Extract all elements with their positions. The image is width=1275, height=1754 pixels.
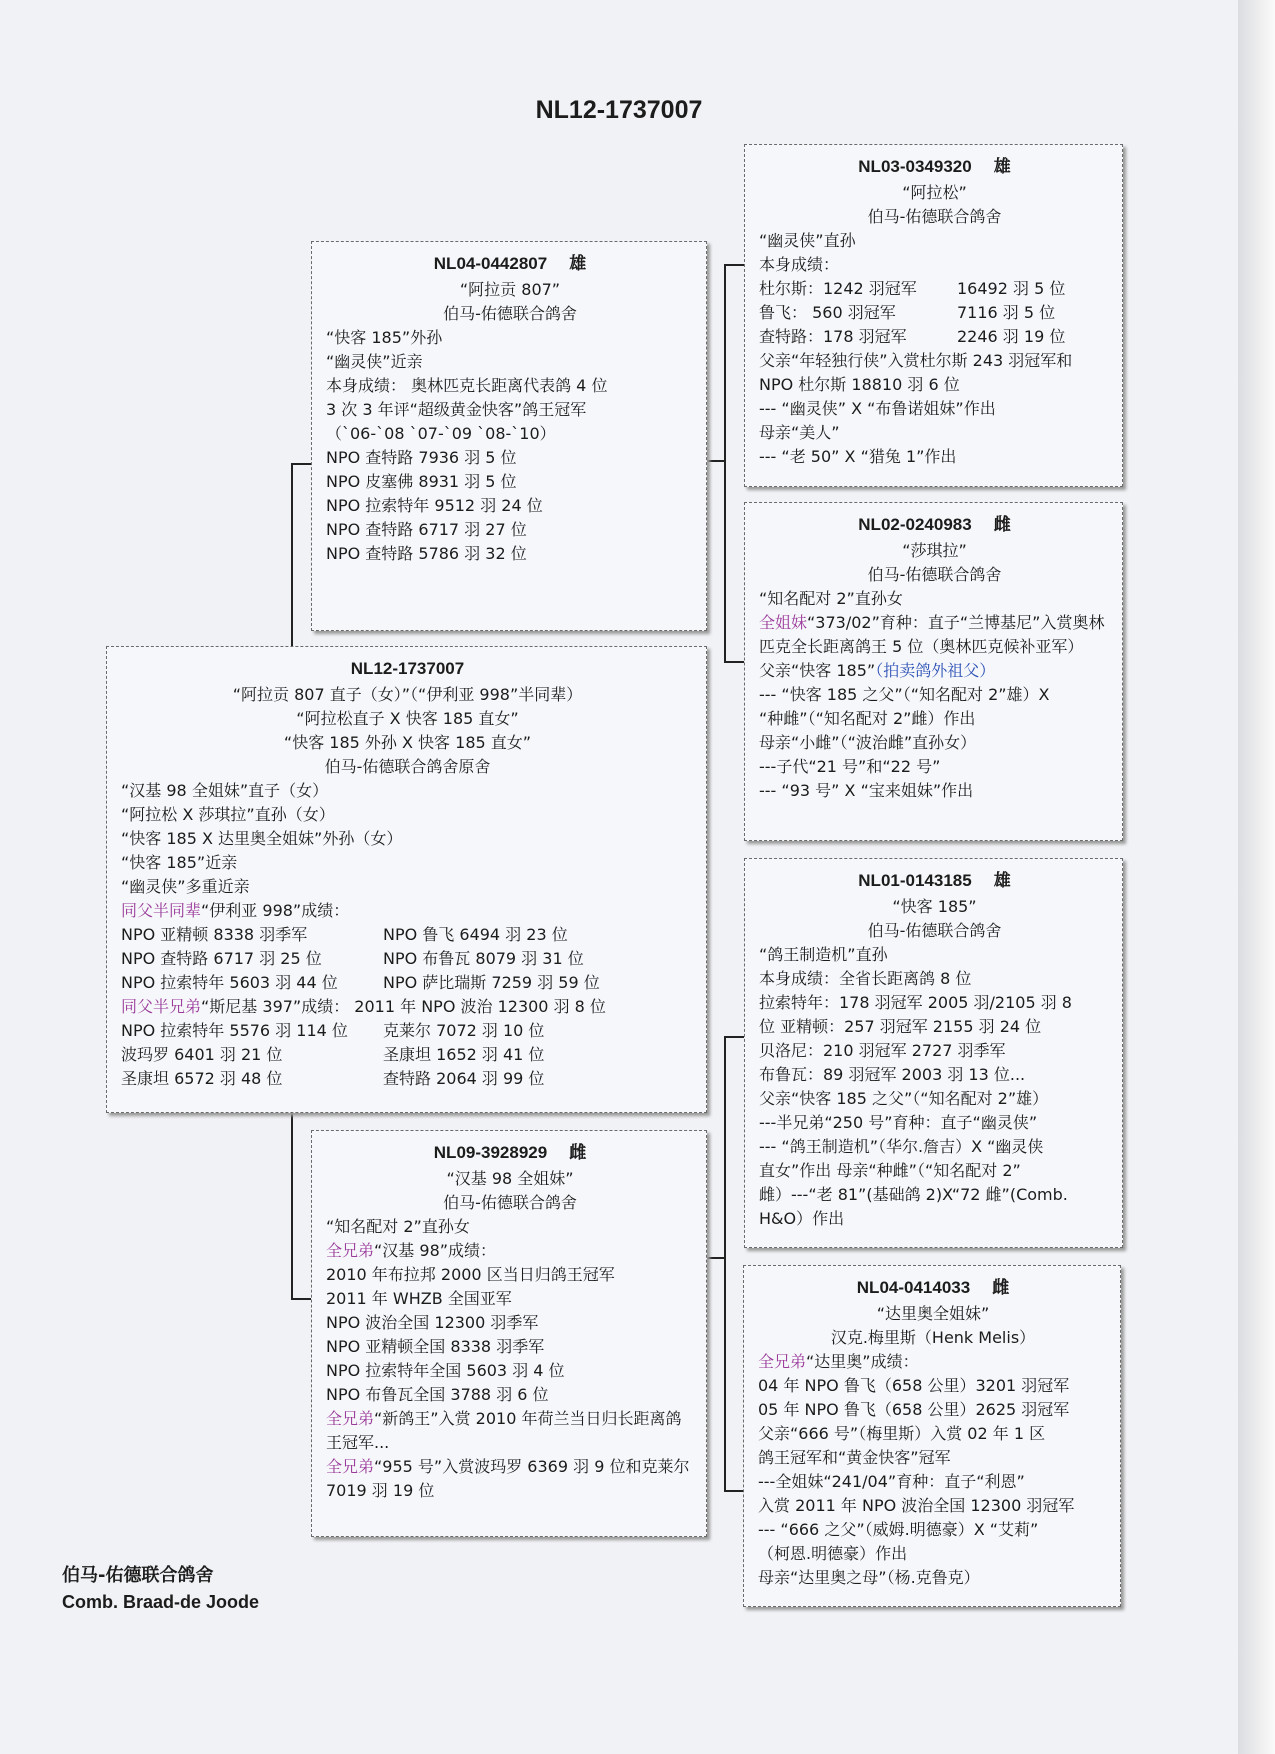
ss-line: “幽灵侠”直孙 bbox=[759, 231, 856, 250]
subject-pedigree-line: “阿拉松 X 莎琪拉”直孙（女） bbox=[121, 805, 335, 824]
result-cell: 克莱尔 7072 羽 10 位 bbox=[383, 1021, 545, 1040]
result-cell: NPO 鲁飞 6494 羽 23 位 bbox=[383, 925, 568, 944]
sire-line: 本身成绩： 奥林匹克长距离代表鸽 4 位 bbox=[326, 376, 608, 395]
ss-father-line: 父亲“年轻独行侠”入赏杜尔斯 243 羽冠军和 NPO 杜尔斯 18810 羽 6 位 bbox=[759, 351, 1073, 394]
connector-ss-tick bbox=[724, 264, 744, 266]
dd-line: （柯恩.明德豪）作出 bbox=[758, 1544, 908, 1563]
sire-dam-card bbox=[744, 502, 1123, 841]
connector-ds-tick bbox=[724, 1036, 744, 1038]
result-cell: 圣康坦 6572 羽 48 位 bbox=[121, 1069, 283, 1088]
sire-id: NL04-0442807 雄 bbox=[433, 254, 587, 273]
subject-id: NL12-1737007 bbox=[350, 659, 465, 678]
subject-pedigree-line: “快客 185”近亲 bbox=[121, 853, 238, 872]
sd-loft: 伯马-佑德联合鸽舍 bbox=[867, 565, 1002, 584]
half-sib-2-text: “斯尼基 397”成绩： 2011 年 NPO 波治 12300 羽 8 位 bbox=[201, 997, 606, 1016]
dd-line: --- “666 之父”（威姆.明德豪）X “艾莉” bbox=[758, 1520, 1039, 1539]
sd-line: --- “93 号” X “宝来姐妹”作出 bbox=[759, 781, 974, 800]
result-cell: 波玛罗 6401 羽 21 位 bbox=[121, 1045, 283, 1064]
sire-line: “幽灵侠”近亲 bbox=[326, 352, 423, 371]
result-cell: 查特路 2064 羽 99 位 bbox=[383, 1069, 545, 1088]
connector-dam-vertical bbox=[724, 1036, 726, 1492]
full-brother-label: 全兄弟 bbox=[758, 1352, 807, 1371]
subject-pedigree-line: “快客 185 X 达里奥全姐妹”外孙（女） bbox=[121, 829, 403, 848]
dam-loft: 伯马-佑德联合鸽舍 bbox=[443, 1193, 577, 1212]
dd-line: 母亲“达里奥之母”（杨.克鲁克） bbox=[758, 1568, 980, 1587]
ds-line: 直女”作出 母亲“种雌”（“知名配对 2” bbox=[759, 1161, 1021, 1180]
half-sib-1-label: 同父半同辈 bbox=[121, 901, 202, 920]
result-cell: NPO 萨比瑞斯 7259 羽 59 位 bbox=[383, 973, 600, 992]
dam-sib2: 全兄弟“新鸽王”入赏 2010 年荷兰当日归长距离鸽王冠军... bbox=[326, 1409, 682, 1452]
dam-line: NPO 亚精顿全国 8338 羽季军 bbox=[326, 1337, 545, 1356]
dam-sire-card bbox=[744, 858, 1123, 1248]
full-brother-label: 全兄弟 bbox=[326, 1409, 375, 1428]
ds-line: 布鲁瓦：89 羽冠军 2003 羽 13 位... bbox=[759, 1065, 1026, 1084]
ds-id: NL01-0143185 雄 bbox=[858, 871, 1011, 890]
dam-id: NL09-3928929 雌 bbox=[433, 1143, 587, 1162]
subject-line: “阿拉贡 807 直子（女）”（“伊利亚 998”半同辈） bbox=[232, 685, 583, 704]
scan-edge-shadow bbox=[1238, 0, 1275, 1754]
subject-line: “阿拉松直子 X 快客 185 直女” bbox=[296, 709, 519, 728]
dam-line: NPO 拉索特年全国 5603 羽 4 位 bbox=[326, 1361, 565, 1380]
subject-line: 伯马-佑德联合鸽舍原舍 bbox=[324, 757, 491, 776]
sire-card bbox=[311, 241, 707, 631]
half-sib-2-label: 同父半兄弟 bbox=[121, 997, 202, 1016]
half-sib-1-heading bbox=[121, 899, 694, 923]
dd-line: 鸽王冠军和“黄金快客”冠军 bbox=[758, 1448, 951, 1467]
sire-sire-card bbox=[744, 144, 1123, 487]
result-cell: 查特路：178 羽冠军 bbox=[759, 327, 907, 346]
footer-loft-name-cn: 伯马-佑德联合鸽舍 bbox=[62, 1565, 214, 1586]
dam-line: “知名配对 2”直孙女 bbox=[326, 1217, 470, 1236]
ds-line: --- “鸽王制造机”（华尔.詹吉）X “幽灵侠 bbox=[759, 1137, 1044, 1156]
ss-id: NL03-0349320 雄 bbox=[858, 157, 1011, 176]
dd-id: NL04-0414033 雌 bbox=[856, 1278, 1010, 1297]
ds-loft: 伯马-佑德联合鸽舍 bbox=[867, 921, 1002, 940]
dd-loft: 汉克.梅里斯（Henk Melis） bbox=[830, 1328, 1036, 1347]
ss-line: 本身成绩： bbox=[759, 255, 840, 274]
sire-line: 3 次 3 年评“超级黄金快客”鸽王冠军 bbox=[326, 400, 587, 419]
ds-line: 父亲“快客 185 之父”（“知名配对 2”雄） bbox=[759, 1089, 1049, 1108]
sd-name: “莎琪拉” bbox=[902, 541, 967, 560]
connector-sire-vertical bbox=[724, 264, 726, 663]
ds-line: 本身成绩：全省长距离鸽 8 位 bbox=[759, 969, 972, 988]
full-brother-label: 全兄弟 bbox=[326, 1457, 375, 1476]
connector-sire-out bbox=[706, 460, 726, 462]
sd-sib: 全姐妹“373/02”育种：直子“兰博基尼”入赏奥林匹克全长距离鸽王 5 位（奥林匹克候补亚军） bbox=[759, 613, 1105, 656]
ss-loft: 伯马-佑德联合鸽舍 bbox=[867, 207, 1002, 226]
sd-father: 父亲“快客 185”（拍卖鸽外祖父） bbox=[759, 661, 996, 680]
dam-name: “汉基 98 全姐妹” bbox=[446, 1169, 574, 1188]
full-sister-label: 全姐妹 bbox=[759, 613, 808, 632]
ds-line: H&O）作出 bbox=[759, 1209, 845, 1228]
ds-line: 贝洛尼：210 羽冠军 2727 羽季军 bbox=[759, 1041, 1006, 1060]
sire-line: NPO 查特路 7936 羽 5 位 bbox=[326, 448, 517, 467]
ds-line: ---半兄弟“250 号”育种：直子“幽灵侠” bbox=[759, 1113, 1038, 1132]
sire-loft: 伯马-佑德联合鸽舍 bbox=[443, 304, 577, 323]
ds-line: 位 亚精顿：257 羽冠军 2155 羽 24 位 bbox=[759, 1017, 1042, 1036]
sire-line: NPO 拉索特年 9512 羽 24 位 bbox=[326, 496, 543, 515]
sd-line: --- “快客 185 之父”（“知名配对 2”雄）X bbox=[759, 685, 1050, 704]
sd-id: NL02-0240983 雌 bbox=[858, 515, 1011, 534]
dd-line: 父亲“666 号”（梅里斯）入赏 02 年 1 区 bbox=[758, 1424, 1046, 1443]
ss-line: --- “老 50” X “猎兔 1”作出 bbox=[759, 447, 957, 466]
result-cell: 圣康坦 1652 羽 41 位 bbox=[383, 1045, 545, 1064]
connector-dam-out bbox=[706, 1257, 726, 1259]
ds-line: 拉索特年：178 羽冠军 2005 羽/2105 羽 8 bbox=[759, 993, 1072, 1012]
result-cell: NPO 拉索特年 5576 羽 114 位 bbox=[121, 1021, 348, 1040]
dam-sib3: 全兄弟“955 号”入赏波玛罗 6369 羽 9 位和克莱尔 7019 羽 19 位 bbox=[326, 1457, 690, 1500]
result-cell: NPO 查特路 6717 羽 25 位 bbox=[121, 949, 322, 968]
subject-pedigree-line: “幽灵侠”多重近亲 bbox=[121, 877, 250, 896]
half-sib-1-results bbox=[121, 923, 694, 995]
result-cell: NPO 布鲁瓦 8079 羽 31 位 bbox=[383, 949, 584, 968]
connector-dd-tick bbox=[724, 1490, 744, 1492]
result-cell: 2246 羽 19 位 bbox=[957, 327, 1066, 346]
dd-sib: 全兄弟“达里奥”成绩： bbox=[758, 1352, 919, 1371]
dam-line: NPO 布鲁瓦全国 3788 羽 6 位 bbox=[326, 1385, 549, 1404]
sire-line: （`06-`08 `07-`09 `08-`10） bbox=[326, 424, 556, 443]
half-sib-1-text: “伊利亚 998”成绩： bbox=[201, 901, 350, 920]
half-sib-2-results bbox=[121, 1019, 694, 1091]
sire-line: NPO 查特路 5786 羽 32 位 bbox=[326, 544, 527, 563]
ds-name: “快客 185” bbox=[892, 897, 977, 916]
half-sib-2-heading bbox=[121, 995, 694, 1019]
dd-line: 04 年 NPO 鲁飞（658 公里）3201 羽冠军 bbox=[758, 1376, 1070, 1395]
connector-sd-tick bbox=[724, 661, 744, 663]
result-cell: 杜尔斯：1242 羽冠军 bbox=[759, 279, 917, 298]
sd-line: ---子代“21 号”和“22 号” bbox=[759, 757, 941, 776]
result-cell: 7116 羽 5 位 bbox=[957, 303, 1056, 322]
ss-line: 母亲“美人” bbox=[759, 423, 840, 442]
sd-line: 母亲“小雌”（“波治雌”直孙女） bbox=[759, 733, 977, 752]
page-title: NL12-1737007 bbox=[535, 96, 703, 124]
ss-line: --- “幽灵侠” X “布鲁诺姐妹”作出 bbox=[759, 399, 996, 418]
connector-dam-tick bbox=[291, 1298, 311, 1300]
result-cell: 鲁飞： 560 羽冠军 bbox=[759, 303, 896, 322]
full-brother-label: 全兄弟 bbox=[326, 1241, 375, 1260]
dam-line: NPO 波治全国 12300 羽季军 bbox=[326, 1313, 539, 1332]
sire-line: NPO 皮塞佛 8931 羽 5 位 bbox=[326, 472, 517, 491]
subject-pedigree-line: “汉基 98 全姐妹”直子（女） bbox=[121, 781, 329, 800]
dd-line: 入赏 2011 年 NPO 波治全国 12300 羽冠军 bbox=[758, 1496, 1075, 1515]
dd-line: 05 年 NPO 鲁飞（658 公里）2625 羽冠军 bbox=[758, 1400, 1070, 1419]
subject-card bbox=[106, 646, 707, 1113]
sire-line: “快客 185”外孙 bbox=[326, 328, 443, 347]
sire-line: NPO 查特路 6717 羽 27 位 bbox=[326, 520, 527, 539]
ds-line: “鸽王制造机”直孙 bbox=[759, 945, 888, 964]
sire-name: “阿拉贡 807” bbox=[459, 280, 561, 299]
dam-line: 2010 年布拉邦 2000 区当日归鸽王冠军 bbox=[326, 1265, 615, 1284]
connector-sire-tick bbox=[291, 463, 311, 465]
sd-line: “知名配对 2”直孙女 bbox=[759, 589, 903, 608]
dd-name: “达里奥全姐妹” bbox=[876, 1304, 990, 1323]
sd-line: “种雌”（“知名配对 2”雌）作出 bbox=[759, 709, 976, 728]
ss-name: “阿拉松” bbox=[902, 183, 967, 202]
auction-note: （拍卖鸽外祖父） bbox=[875, 661, 996, 680]
dam-card bbox=[311, 1130, 707, 1537]
dam-line: 2011 年 WHZB 全国亚军 bbox=[326, 1289, 512, 1308]
result-cell: NPO 拉索特年 5603 羽 44 位 bbox=[121, 973, 338, 992]
result-cell: NPO 亚精顿 8338 羽季军 bbox=[121, 925, 308, 944]
subject-line: “快客 185 外孙 X 快客 185 直女” bbox=[283, 733, 532, 752]
ss-results bbox=[759, 277, 1110, 349]
dd-line: ---全姐妹“241/04”育种：直子“利恩” bbox=[758, 1472, 1025, 1491]
dam-sib1: 全兄弟“汉基 98”成绩： bbox=[326, 1241, 497, 1260]
footer-loft-name-en: Comb. Braad-de Joode bbox=[62, 1592, 260, 1612]
result-cell: 16492 羽 5 位 bbox=[957, 279, 1066, 298]
dam-dam-card bbox=[743, 1265, 1121, 1607]
ds-line: 雌）---“老 81”(基础鸽 2)X“72 雌”(Comb. bbox=[759, 1185, 1068, 1204]
